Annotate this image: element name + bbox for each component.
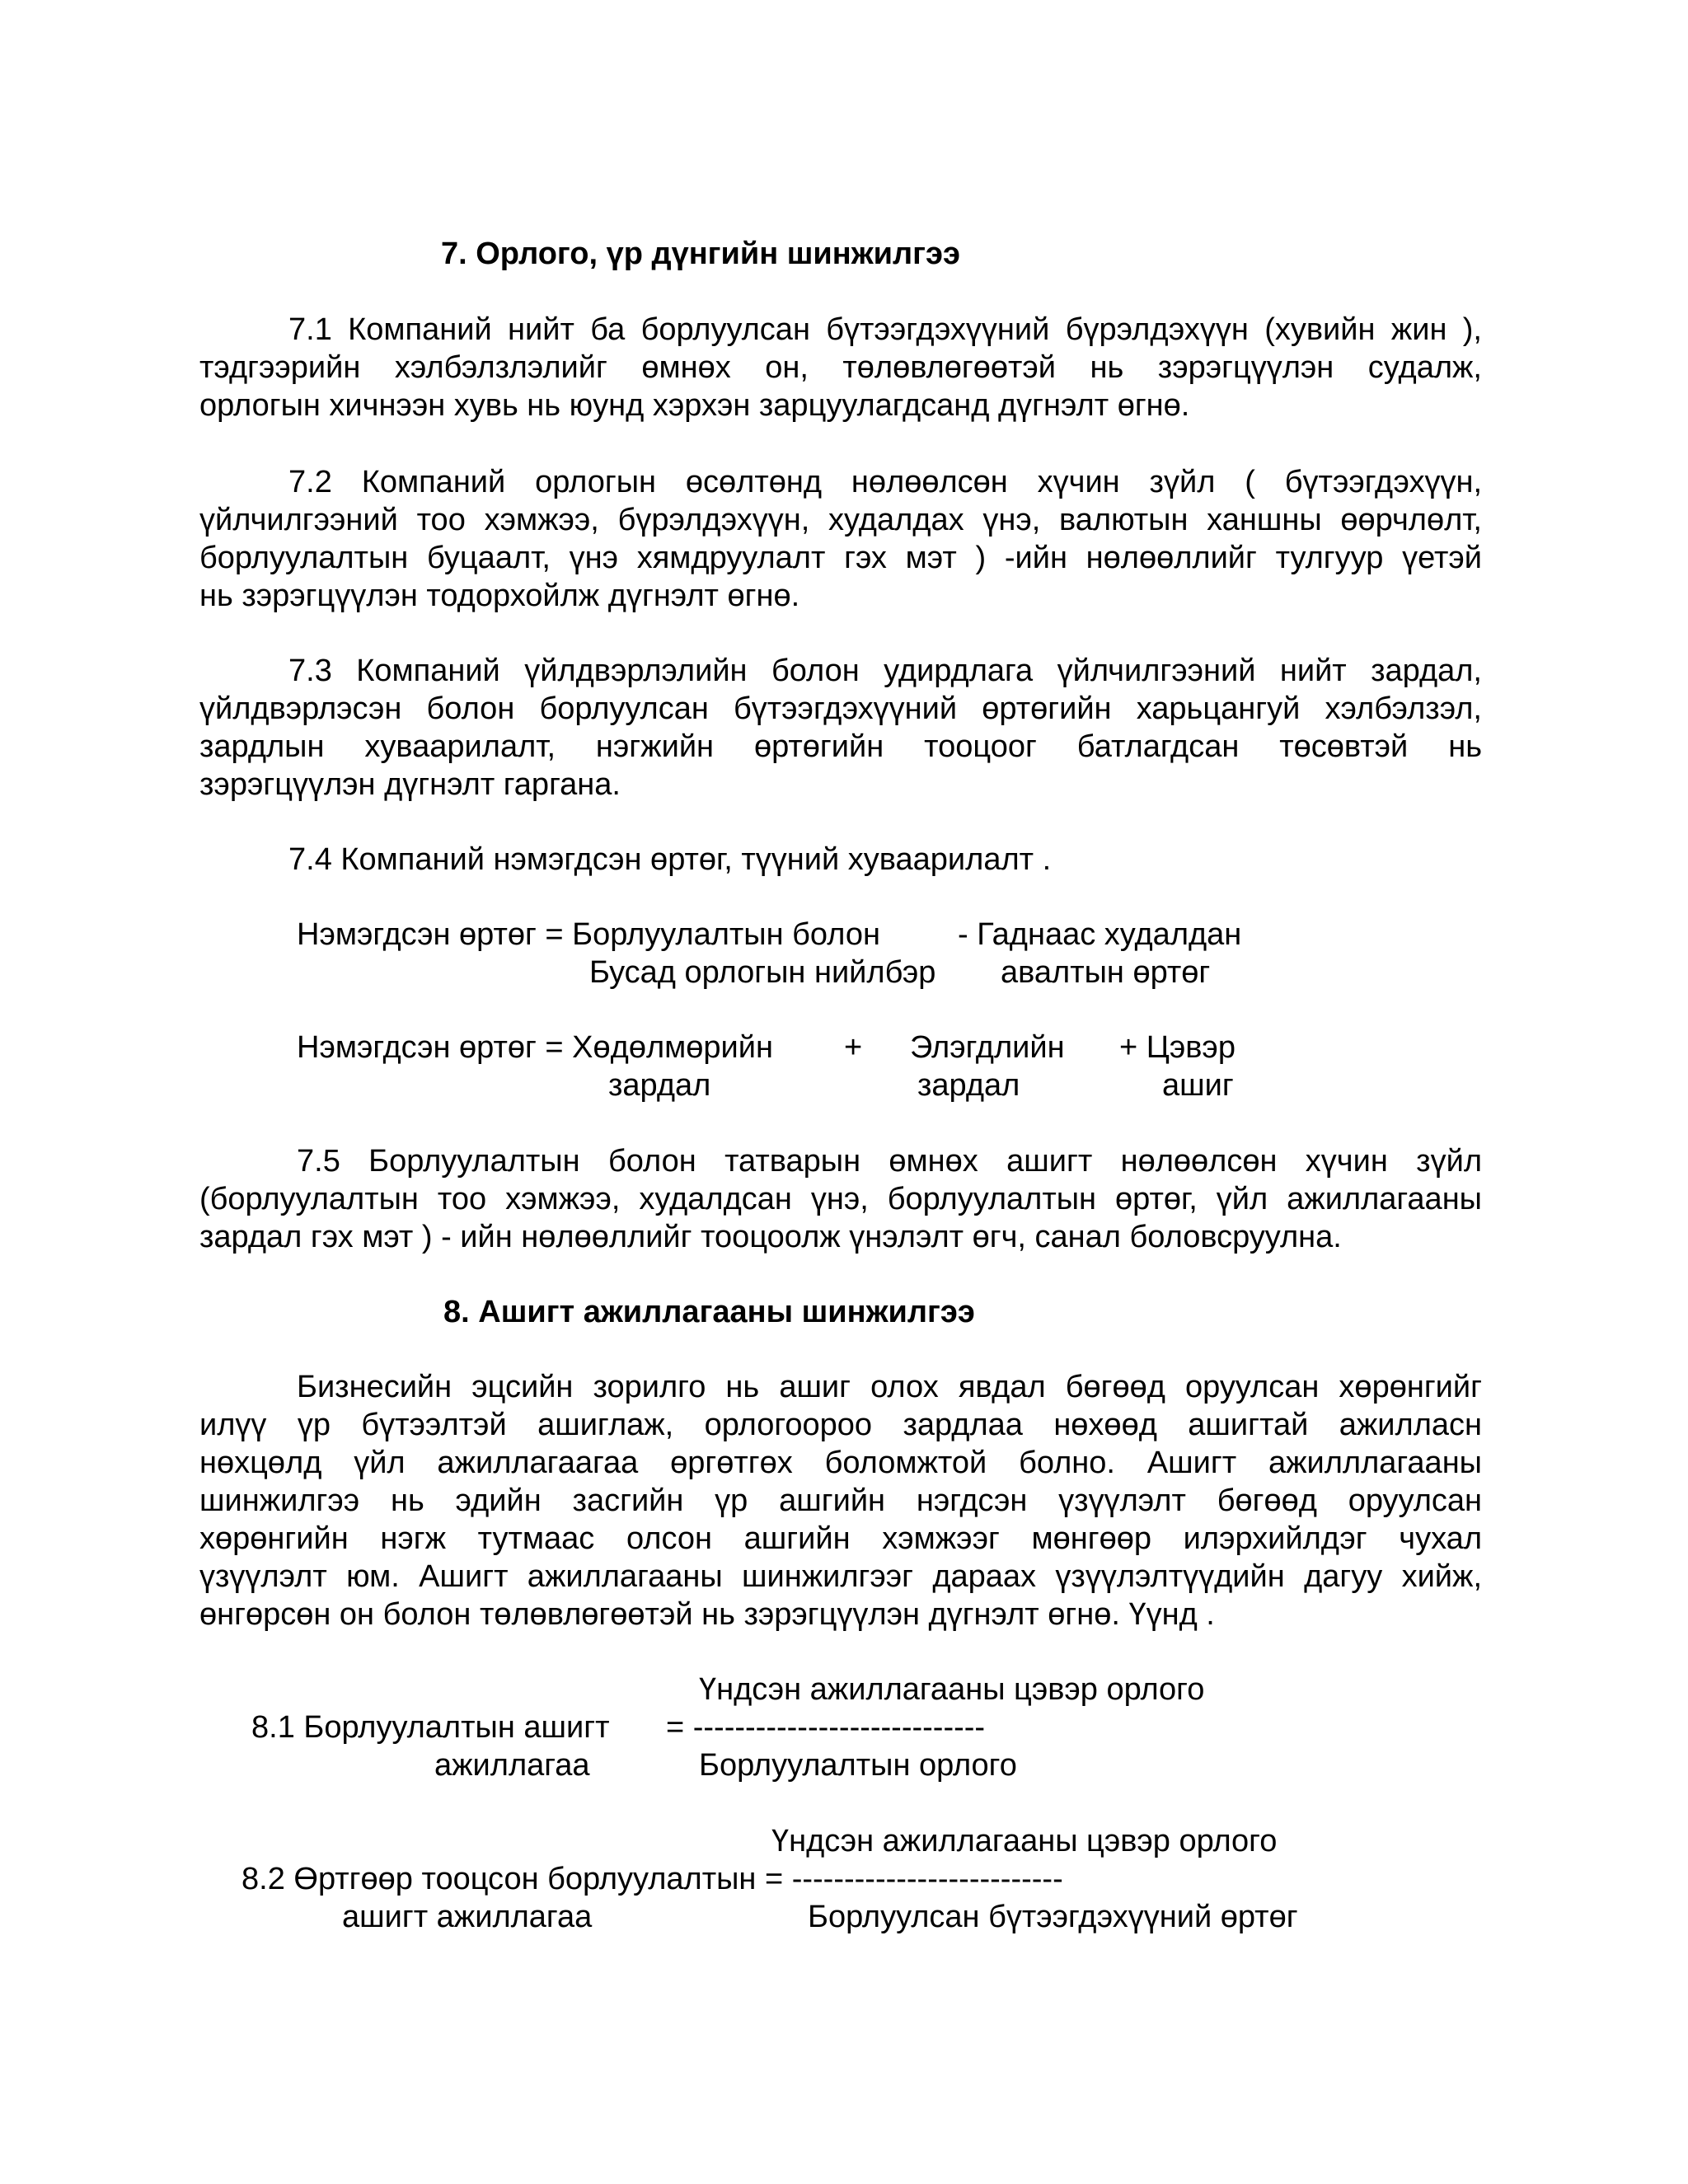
text-line: орлогын хичнээн хувь нь юунд хэрхэн зарцуулагдсанд дүгнэлт өгнө. [199,388,1190,423]
text-line: 7.2 Компаний орлогын өсөлтөнд нөлөөлсөн хүчин зүйл ( бүтээгдэхүүн, [288,465,1482,499]
formula-8-2-label-2: ашигт ажиллагаа [342,1900,593,1934]
formula-2-plus-2: + Цэвэр [1119,1030,1236,1065]
formula-2-sub-3: ашиг [1162,1068,1234,1103]
formula-8-1-label: 8.1 Борлуулалтын ашигт [251,1710,610,1745]
text-line: шинжилгээ нь эдийн засгийн үр ашгийн нэгдсэн үзүүлэлт бөгөөд оруулсан [199,1483,1482,1518]
text-line: өнгөрсөн он болон төлөвлөгөөтэй нь зэрэгцүүлэн дүгнэлт өгнө. Үүнд . [199,1597,1215,1632]
formula-2-sub-1: зардал [608,1068,711,1103]
text-line: үзүүлэлт юм. Ашигт ажиллагааны шинжилгээг дараах үзүүлэлтүүдийн дагуу хийж, [199,1559,1482,1594]
text-line: борлуулалтын буцаалт, үнэ хямдруулалт гэх мэт ) -ийн нөлөөллийг тулгуур үетэй [199,541,1482,575]
paragraph-7-5 [199,1142,1482,1256]
text-line: үйлчилгээний тоо хэмжээ, бүрэлдэхүүн, худалдах үнэ, валютын ханшны өөрчлөлт, [199,503,1482,537]
paragraph-7-1 [199,311,1482,424]
text-line: 7.5 Борлуулалтын болон татварын өмнөх ашигт нөлөөлсөн хүчин зүйл [297,1144,1482,1179]
formula-1-minus-term: - Гаднаас худалдан [958,917,1242,952]
formula-8-1-fraction-bar: = ---------------------------- [666,1710,986,1745]
paragraph-7-2 [199,463,1482,615]
text-line: (борлуулалтын тоо хэмжээ, худалдсан үнэ, борлуулалтын өртөг, үйл ажиллагааны [199,1182,1482,1216]
text-line: зэрэгцүүлэн дүгнэлт гаргана. [199,767,621,802]
text-line: зардал гэх мэт ) - ийн нөлөөллийг тооцоолж үнэлэлт өгч, санал боловсруулна. [199,1220,1342,1254]
text-line: илүү үр бүтээлтэй ашиглаж, орлогоороо зардлаа нөхөөд ашигтай ажилласн [199,1408,1482,1442]
formula-1-line2b: авалтын өртөг [1001,955,1211,990]
formula-8-2-label: 8.2 Өртгөөр тооцсон борлуулалтын = -------------------------- [241,1862,1063,1896]
text-line: зардлын хуваарилалт, нэгжийн өртөгийн тооцоог батлагдсан төсөвтэй нь [199,729,1482,764]
text-line: 7.3 Компаний үйлдвэрлэлийн болон удирдлага үйлчилгээний нийт зардал, [288,654,1482,688]
formula-2-lhs: Нэмэгдсэн өртөг = Хөдөлмөрийн [297,1030,773,1065]
paragraph-8-intro [199,1368,1482,1633]
formula-8-1-denominator: Борлуулалтын орлого [699,1748,1017,1783]
formula-2-sub-2: зардал [917,1068,1020,1103]
paragraph-7-4: 7.4 Компаний нэмэгдсэн өртөг, түүний хуваарилалт . [288,842,1052,877]
text-line: нь зэрэгцүүлэн тодорхойлж дүгнэлт өгнө. [199,579,800,613]
formula-8-1-label-2: ажиллагаа [434,1748,590,1783]
formula-8-1-numerator: Үндсэн ажиллагааны цэвэр орлого [699,1672,1205,1707]
formula-8-2-numerator: Үндсэн ажиллагааны цэвэр орлого [771,1824,1278,1858]
text-line: үйлдвэрлэсэн болон борлуулсан бүтээгдэхүүний өртөгийн харьцангуй хэлбэлзэл, [199,691,1482,726]
text-line: 7.1 Компаний нийт ба борлуулсан бүтээгдэхүүний бүрэлдэхүүн (хувийн жин ), [288,312,1482,347]
text-line: Бизнесийн эцсийн зорилго нь ашиг олох явдал бөгөөд оруулсан хөрөнгийг [297,1370,1482,1404]
section-7-heading: 7. Орлого, үр дүнгийн шинжилгээ [441,237,960,271]
text-line: нөхцөлд үйл ажиллагаагаа өргөтгөх боломжтой болно. Ашигт ажилллагааны [199,1446,1482,1480]
text-line: хөрөнгийн нэгж тутмаас олсон ашгийн хэмжээг мөнгөөр илэрхийлдэг чухал [199,1521,1482,1556]
formula-2-term-2: Элэгдлийн [910,1030,1065,1065]
formula-1-lhs: Нэмэгдсэн өртөг = Борлуулалтын болон [297,917,880,952]
text-line: тэдгээрийн хэлбэлзлэлийг өмнөх он, төлөвлөгөөтэй нь зэрэгцүүлэн судалж, [199,350,1482,385]
formula-8-2-denominator: Борлуулсан бүтээгдэхүүний өртөг [808,1900,1298,1934]
section-8-heading: 8. Ашигт ажиллагааны шинжилгээ [443,1295,975,1329]
paragraph-7-3 [199,652,1482,804]
formula-2-plus-1: + [844,1030,863,1065]
formula-1-line2a: Бусад орлогын нийлбэр [589,955,936,990]
